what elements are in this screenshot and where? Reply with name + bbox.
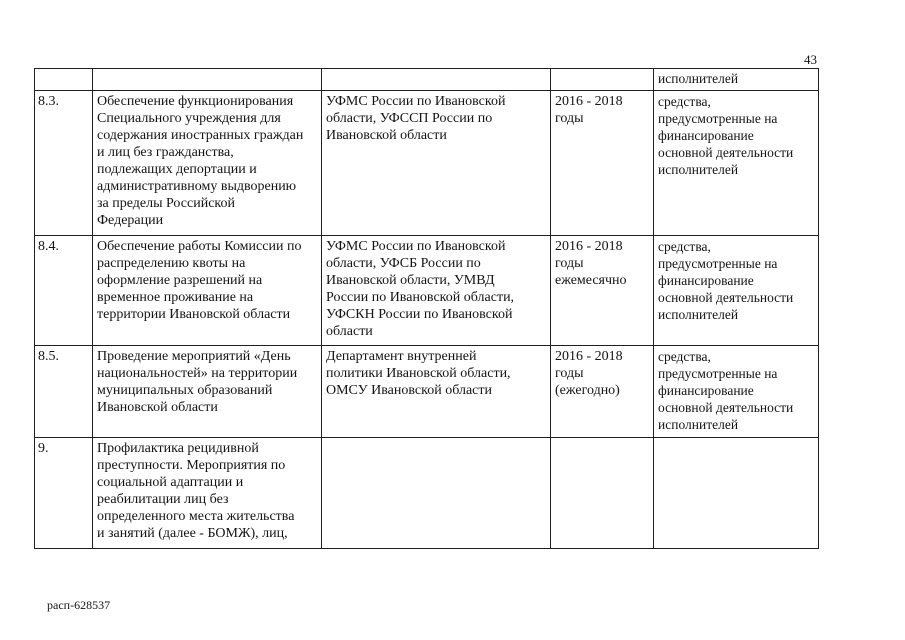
cell-period: [551, 69, 654, 91]
cell-number: [35, 69, 93, 91]
table-row-continuation: [35, 69, 819, 91]
cell-executors: Департамент внутренней политики Ивановской области, ОМСУ Ивановской области: [322, 346, 551, 438]
page-number: 43: [804, 52, 817, 67]
table-row: [35, 438, 819, 549]
cell-period: [551, 438, 654, 549]
cell-number: 8.5.: [35, 346, 93, 438]
cell-activity: Профилактика рецидивной преступности. Мероприятия по социальной адаптации и реабилитации лиц без определенного места жительства и занятий (далее - БОМЖ), лиц,: [93, 438, 322, 549]
cell-activity: Обеспечение функционирования Специального учреждения для содержания иностранных граждан и лиц без гражданства, подлежащих депортации и административному выдворению за пределы Российской Федерации: [93, 91, 322, 236]
cell-funding: [654, 438, 819, 549]
cell-number: 8.4.: [35, 236, 93, 346]
cell-period: 2016 - 2018 годы ежемесячно: [551, 236, 654, 346]
cell-executors: УФМС России по Ивановской области, УФСБ России по Ивановской области, УМВД России по Ивановской области, УФСКН России по Ивановской области: [322, 236, 551, 346]
cell-executors: [322, 438, 551, 549]
cell-funding: средства, предусмотренные на финансирование основной деятельности исполнителей: [654, 91, 819, 236]
cell-funding: средства, предусмотренные на финансирование основной деятельности исполнителей: [654, 346, 819, 438]
cell-funding: исполнителей: [654, 69, 819, 91]
table-row: [35, 91, 819, 236]
cell-funding: средства, предусмотренные на финансирование основной деятельности исполнителей: [654, 236, 819, 346]
cell-executors: [322, 69, 551, 91]
cell-executors: УФМС России по Ивановской области, УФССП России по Ивановской области: [322, 91, 551, 236]
cell-period: 2016 - 2018 годы (ежегодно): [551, 346, 654, 438]
table-row: [35, 346, 819, 438]
measures-table: [34, 68, 819, 549]
cell-activity: Проведение мероприятий «День национальностей» на территории муниципальных образований Ивановской области: [93, 346, 322, 438]
cell-number: 8.3.: [35, 91, 93, 236]
document-code: расп-628537: [47, 598, 111, 612]
cell-activity: Обеспечение работы Комиссии по распределению квоты на оформление разрешений на временное проживание на территории Ивановской области: [93, 236, 322, 346]
table-row: [35, 236, 819, 346]
cell-number: 9.: [35, 438, 93, 549]
cell-period: 2016 - 2018 годы: [551, 91, 654, 236]
cell-activity: [93, 69, 322, 91]
